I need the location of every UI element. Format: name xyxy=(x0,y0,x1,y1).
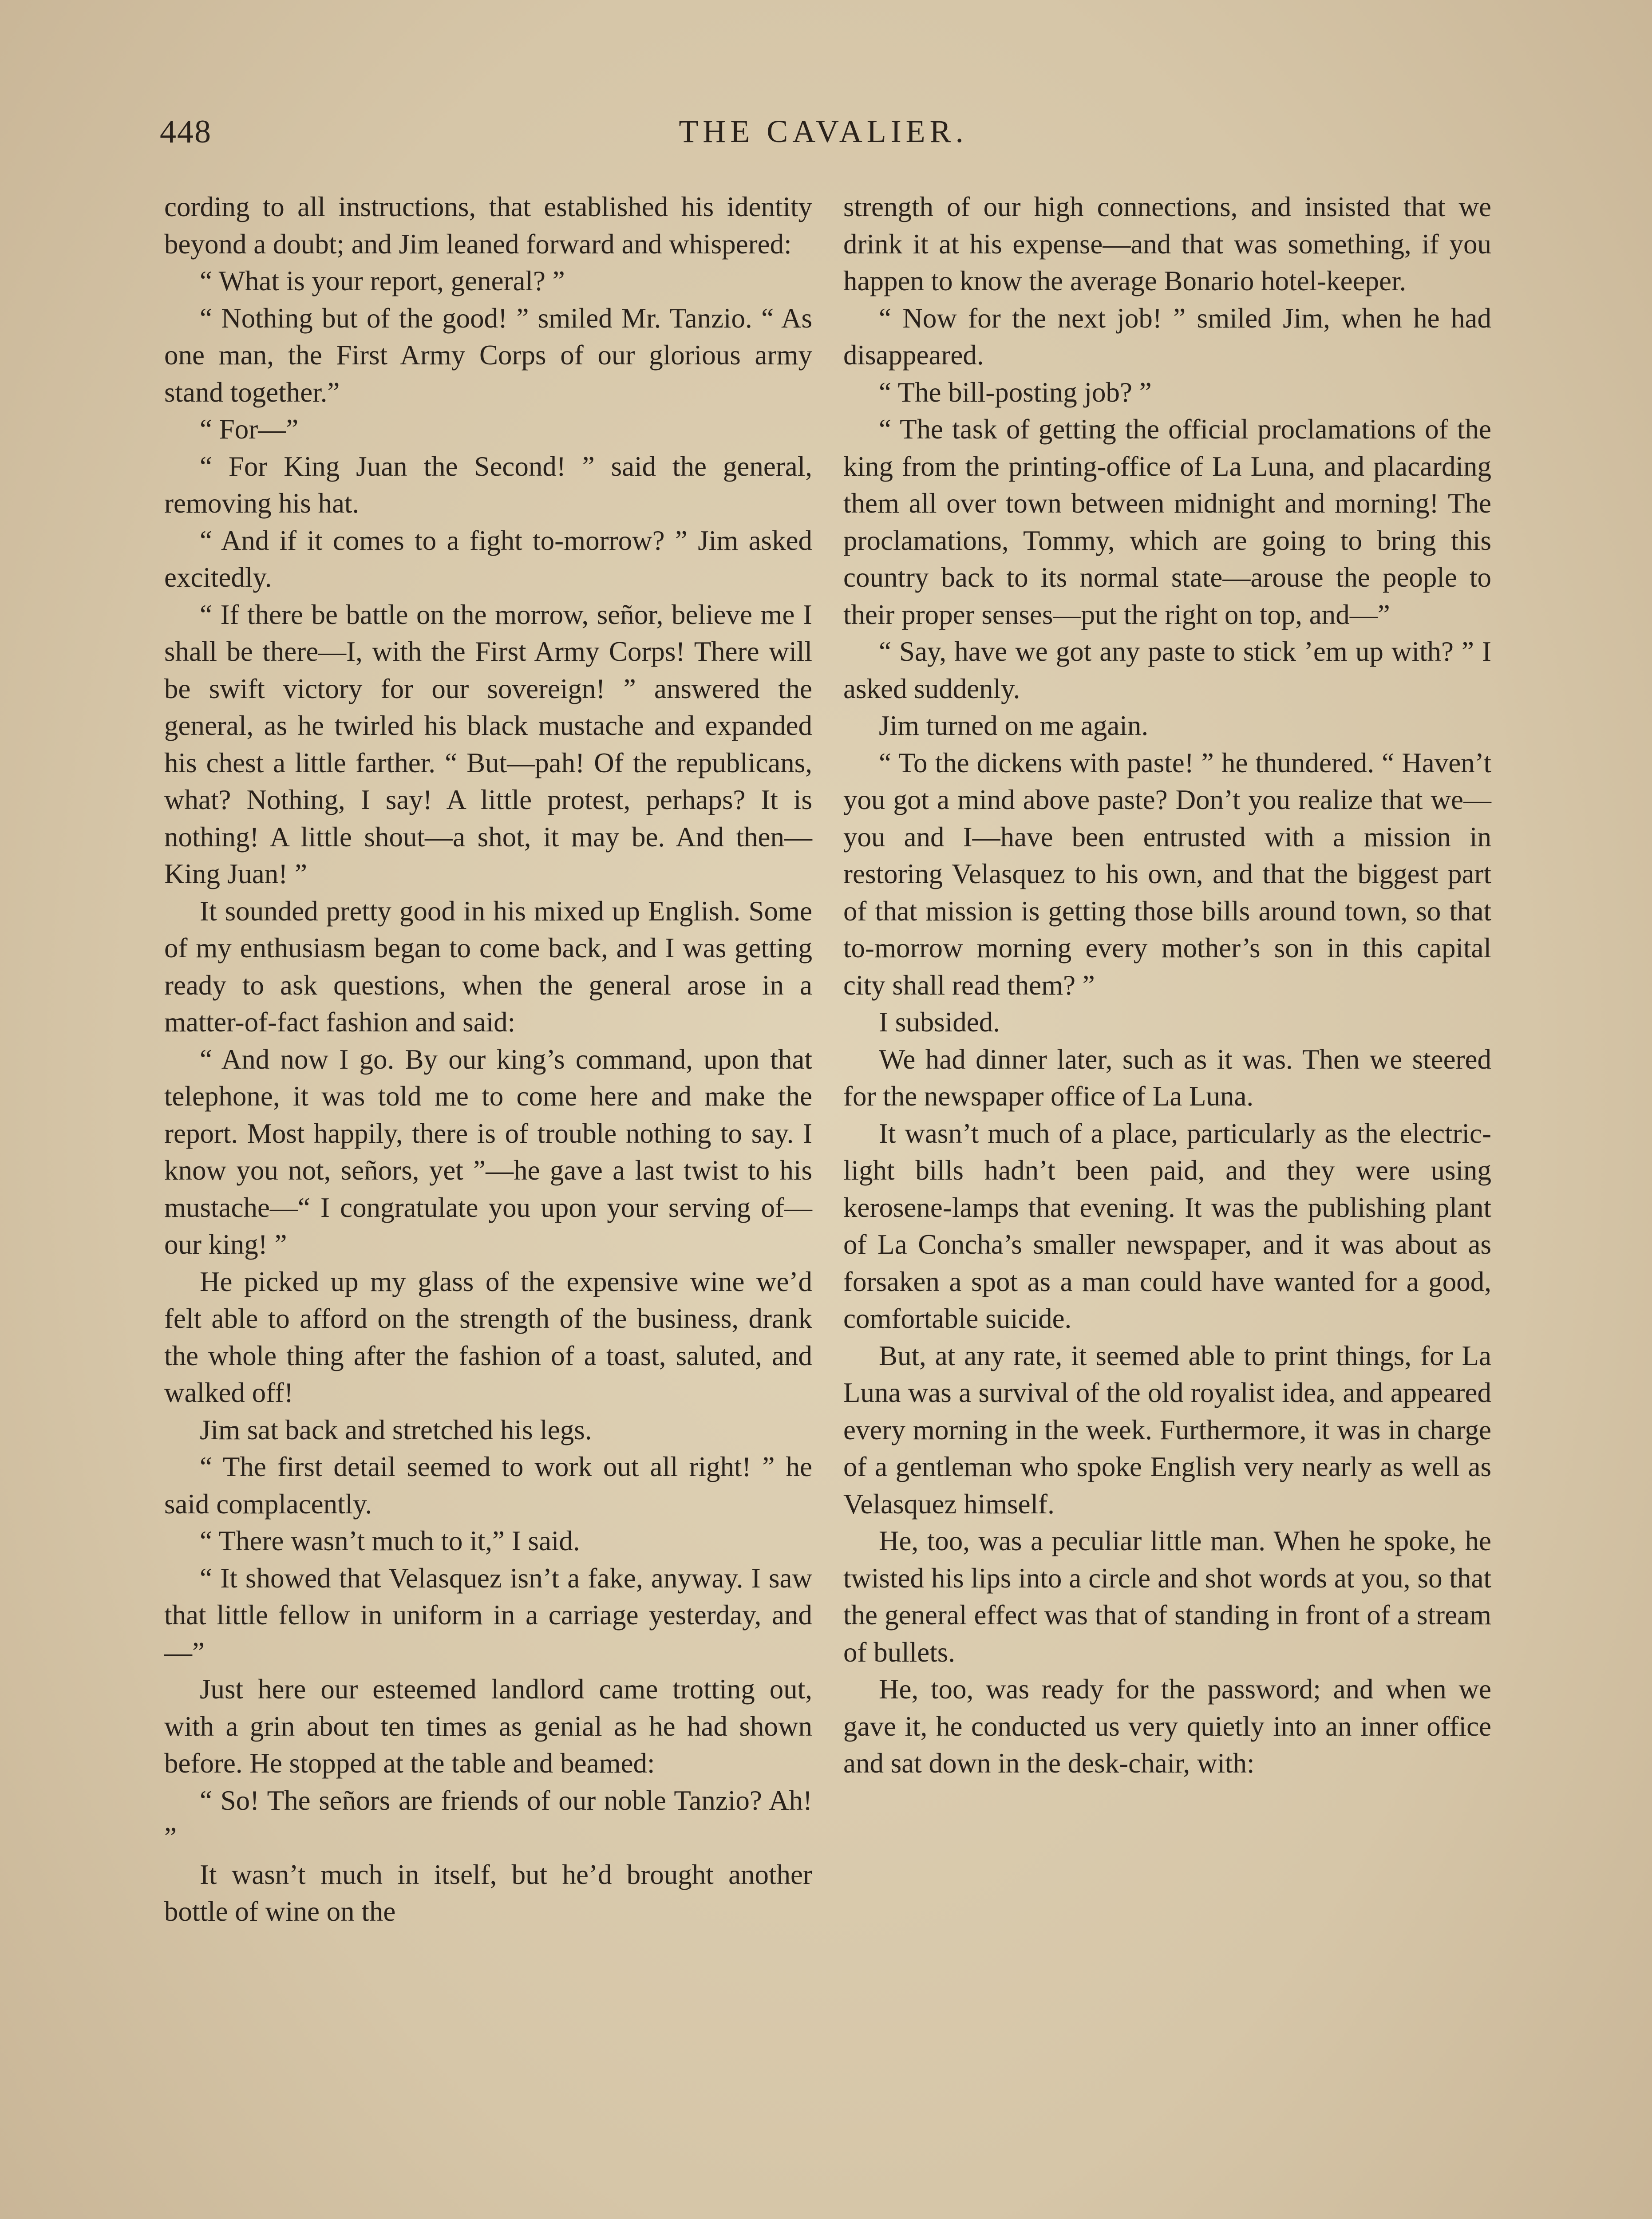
paragraph: “ There wasn’t much to it,” I said. xyxy=(200,1525,580,1556)
paragraph: strength of our high connections, and insisted that we drink it at his expense—and that was something, if you happen to know the average Bonario hotel-keeper. xyxy=(843,191,1491,296)
paragraph: It wasn’t much of a place, particularly as the electric-light bills hadn’t been paid, and they were using kerosene-lamps that evening. It was the publishing plant of La Concha’s smaller newspaper, and it was about as forsaken a spot as a man could have wanted for a good, comfortable suicide. xyxy=(843,1117,1491,1334)
paragraph: “ The task of getting the official proclamations of the king from the printing-office of La Luna, and placarding them all over town between midnight and morning! The proclamations, Tommy, which are going to bring this country back to its normal state—arouse the people to their proper senses—put the right on top, and—” xyxy=(843,414,1491,630)
paragraph: “ Say, have we got any paste to stick ’em up with? ” I asked suddenly. xyxy=(843,636,1491,704)
paragraph: Just here our esteemed landlord came trotting out, with a grin about ten times as genial as he had shown before. He stopped at the table and beamed: xyxy=(164,1674,812,1779)
left-column xyxy=(164,189,812,1931)
paragraph: Jim turned on me again. xyxy=(879,710,1149,741)
paragraph: “ Now for the next job! ” smiled Jim, when he had disappeared. xyxy=(843,302,1491,371)
paragraph: He, too, was a peculiar little man. When he spoke, he twisted his lips into a circle and shot words at you, so that the general effect was that of standing in front of a stream of bullets. xyxy=(843,1525,1491,1668)
paragraph: I subsided. xyxy=(879,1007,1000,1038)
right-column xyxy=(843,189,1491,1782)
paragraph: “ So! The señors are friends of our noble Tanzio? Ah! ” xyxy=(164,1785,812,1853)
paragraph: But, at any rate, it seemed able to print things, for La Luna was a survival of the old royalist idea, and appeared every morning in the week. Furthermore, it was in charge of a gentleman who spoke English very nearly as well as Velasquez himself. xyxy=(843,1340,1491,1520)
paragraph: “ Nothing but of the good! ” smiled Mr. Tanzio. “ As one man, the First Army Corps of our glorious army stand together.” xyxy=(164,302,812,408)
paragraph: cording to all instructions, that established his identity beyond a doubt; and Jim leaned forward and whispered: xyxy=(164,191,812,260)
paragraph: It sounded pretty good in his mixed up English. Some of my enthusiasm began to come back, and I was getting ready to ask questions, when the general arose in a matter-of-fact fashion and said: xyxy=(164,895,812,1038)
paragraph: “ If there be battle on the morrow, señor, believe me I shall be there—I, with the First Army Corps! There will be swift victory for our sovereign! ” answered the general, as he twirled his black mustache and expanded his chest a little farther. “ But—pah! Of the republicans, what? Nothing, I say! A little protest, perhaps? It is nothing! A little shout—a shot, it may be. And then—King Juan! ” xyxy=(164,599,812,889)
paragraph: “ It showed that Velasquez isn’t a fake, anyway. I saw that little fellow in uniform in a carriage yesterday, and—” xyxy=(164,1562,812,1668)
paragraph: Jim sat back and stretched his legs. xyxy=(200,1414,592,1445)
paragraph: He picked up my glass of the expensive wine we’d felt able to afford on the strength of the business, drank the whole thing after the fashion of a toast, saluted, and walked off! xyxy=(164,1266,812,1408)
page-number: 448 xyxy=(160,114,212,150)
running-title: THE CAVALIER. xyxy=(679,114,968,149)
page-header xyxy=(160,113,1487,166)
paragraph: “ For—” xyxy=(200,414,299,445)
paragraph: We had dinner later, such as it was. Then we steered for the newspaper office of La Luna. xyxy=(843,1043,1491,1112)
paragraph: “ For King Juan the Second! ” said the general, removing his hat. xyxy=(164,450,812,519)
paragraph: “ The bill-posting job? ” xyxy=(879,376,1152,408)
paragraph: He, too, was ready for the password; and when we gave it, he conducted us very quietly into an inner office and sat down in the desk-chair, with: xyxy=(843,1674,1491,1779)
paragraph: It wasn’t much in itself, but he’d brought another bottle of wine on the xyxy=(164,1859,812,1927)
paragraph: “ What is your report, general? ” xyxy=(200,265,565,296)
paragraph: “ And now I go. By our king’s command, upon that telephone, it was told me to come here and make the report. Most happily, there is of trouble nothing to say. I know you not, señors, yet ”—he gave a last twist to his mustache—“ I congratulate you upon your serving of—our king! ” xyxy=(164,1043,812,1260)
paragraph: “ To the dickens with paste! ” he thundered. “ Haven’t you got a mind above paste? Don’t you realize that we—you and I—have been entrusted with a mission in restoring Velasquez to his own, and that the biggest part of that mission is getting those bills around town, so that to-morrow morning every mother’s son in this capital city shall read them? ” xyxy=(843,747,1491,1001)
paragraph: “ The first detail seemed to work out all right! ” he said complacently. xyxy=(164,1451,812,1520)
paragraph: “ And if it comes to a fight to-morrow? ” Jim asked excitedly. xyxy=(164,525,812,593)
